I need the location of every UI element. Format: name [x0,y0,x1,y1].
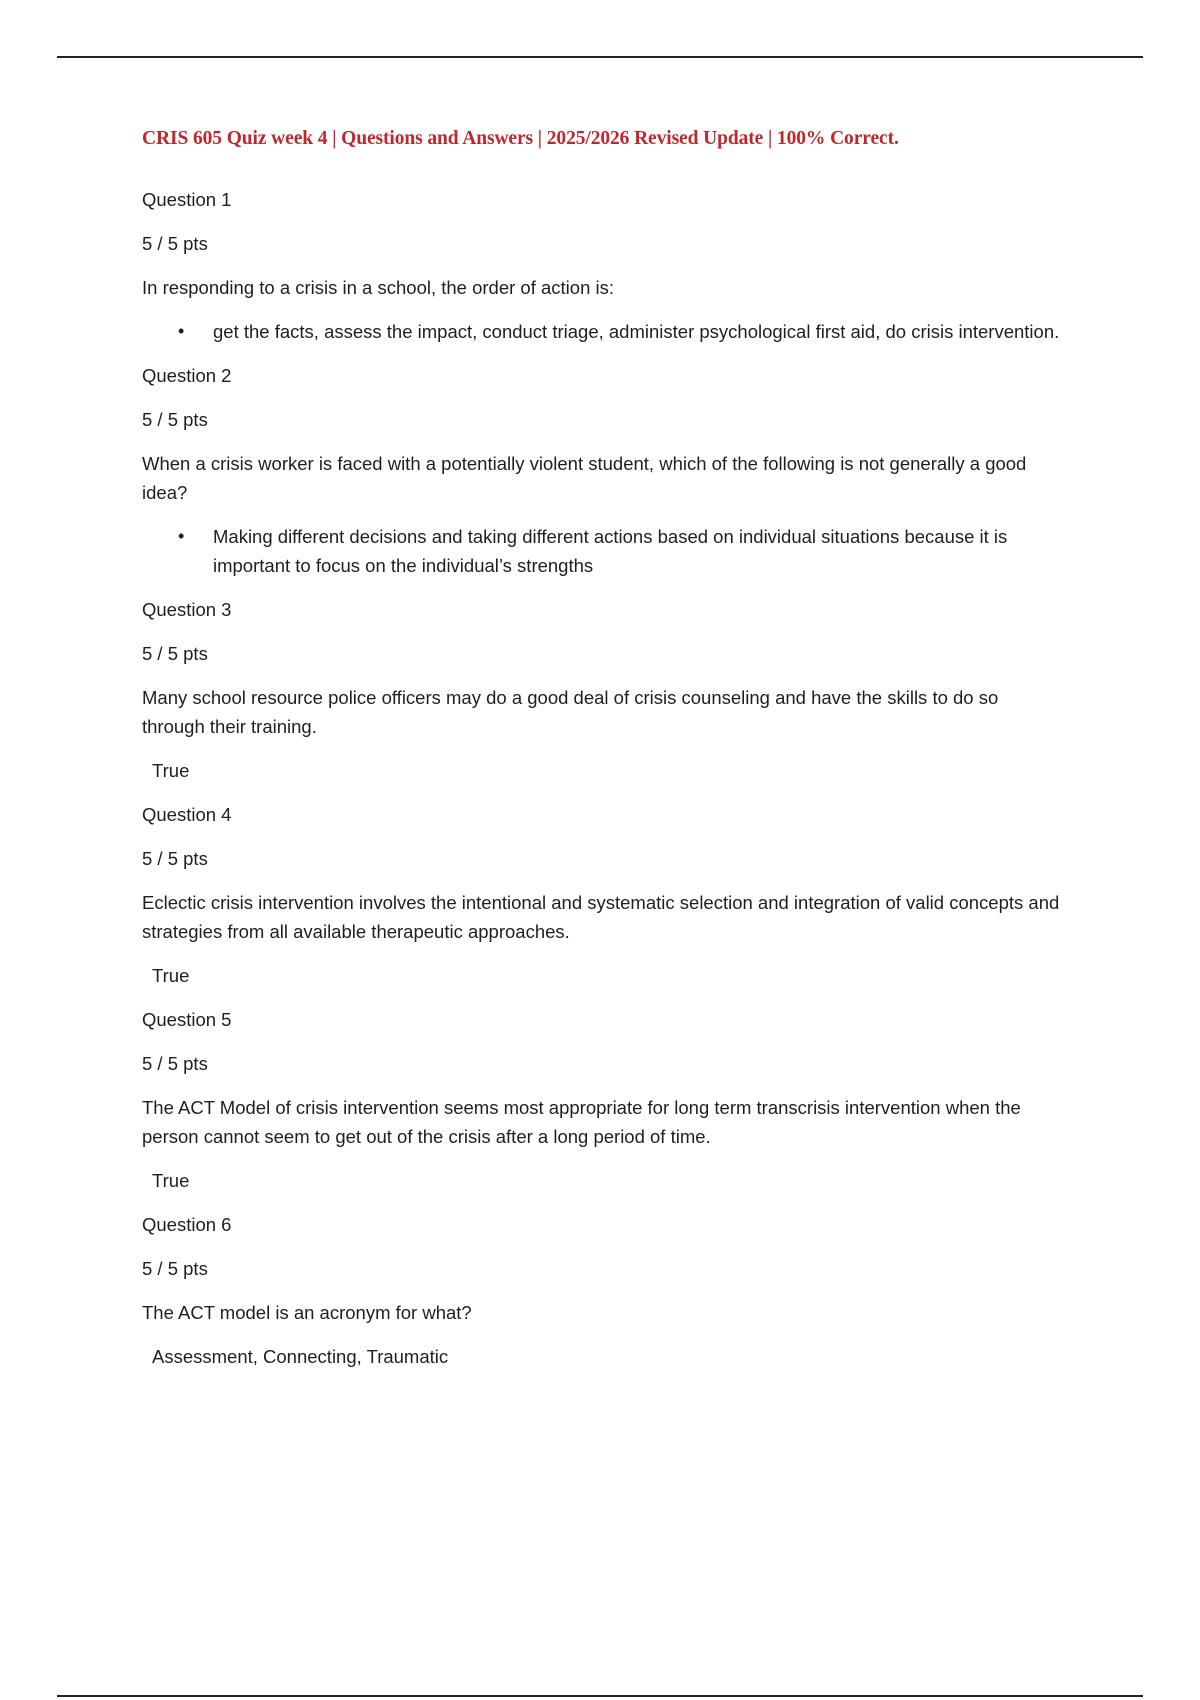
question-label: Question 3 [142,599,232,620]
footer-rule [57,1695,1143,1697]
question-text: When a crisis worker is faced with a potentially violent student, which of the following is not generally a good idea? [142,453,1027,503]
answer-list [142,522,1062,580]
answer-text: True [152,1170,190,1191]
answer-text: Making different decisions and taking different actions based on individual situations because it is important to focus on the individual’s strengths [213,526,1008,576]
answer-text: Assessment, Connecting, Traumatic [152,1346,449,1367]
question-text: The ACT Model of crisis intervention seems most appropriate for long term transcrisis intervention when the person cannot seem to get out of the crisis after a long period of time. [142,1097,1021,1147]
document-title: CRIS 605 Quiz week 4 | Questions and Answers | 2025/2026 Revised Update | 100% Correct. [142,128,899,149]
question-block [142,1005,1062,1195]
question-text: Eclectic crisis intervention involves the intentional and systematic selection and integration of valid concepts and strategies from all available therapeutic approaches. [142,892,1060,942]
document-body [142,128,1062,1386]
question-points: 5 / 5 pts [142,233,208,254]
bullet-icon: • [178,526,185,546]
question-points: 5 / 5 pts [142,848,208,869]
question-points: 5 / 5 pts [142,409,208,430]
question-label: Question 5 [142,1009,232,1030]
answer-text: True [152,965,190,986]
question-label: Question 2 [142,365,232,386]
question-label: Question 6 [142,1214,232,1235]
answer-text: get the facts, assess the impact, conduct triage, administer psychological first aid, do crisis intervention. [213,321,1060,342]
question-text: The ACT model is an acronym for what? [142,1302,472,1323]
question-points: 5 / 5 pts [142,1053,208,1074]
question-label: Question 1 [142,189,232,210]
answer-text: True [152,760,190,781]
question-text: Many school resource police officers may do a good deal of crisis counseling and have the skills to do so through their training. [142,687,999,737]
question-label: Question 4 [142,804,232,825]
question-points: 5 / 5 pts [142,643,208,664]
question-points: 5 / 5 pts [142,1258,208,1279]
question-block [142,1210,1062,1371]
answer-bullet [142,317,1062,346]
question-block [142,800,1062,990]
answer-list [142,317,1062,346]
question-block [142,185,1062,346]
question-block [142,361,1062,580]
answer-bullet [142,522,1062,580]
header-rule [57,56,1143,58]
question-block [142,595,1062,785]
bullet-icon: • [178,321,185,341]
question-text: In responding to a crisis in a school, the order of action is: [142,277,615,298]
